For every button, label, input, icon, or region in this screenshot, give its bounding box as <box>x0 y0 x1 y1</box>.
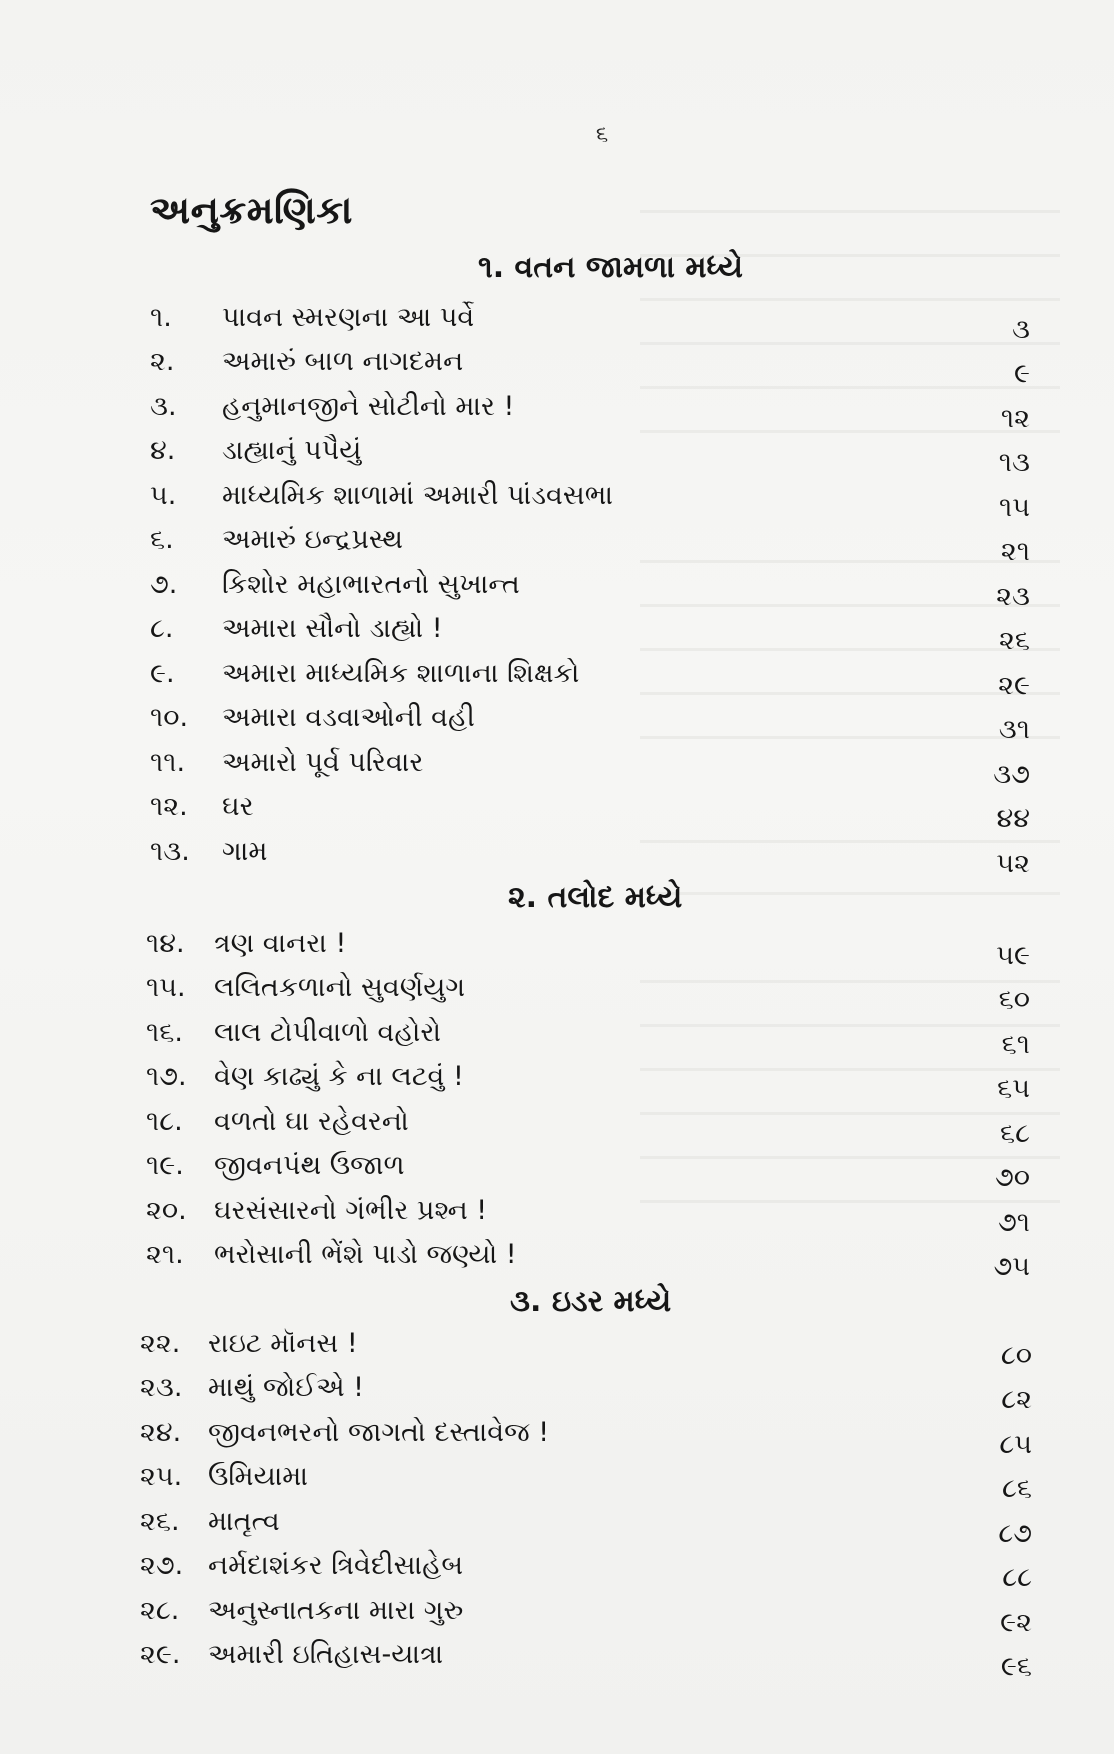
entry-title: ઉમિયામા <box>208 1461 308 1492</box>
entry-page-number: ૨૧ <box>1000 536 1030 567</box>
entry-title: પાવન સ્મરણના આ પર્વે <box>222 302 475 333</box>
entry-title: રાઇટ મૉનસ ! <box>208 1328 358 1359</box>
entry-title: નર્મદાશંકર ત્રિવેદીસાહેબ <box>208 1550 464 1581</box>
entry-title: હનુમાનજીને સોટીનો માર ! <box>222 391 515 422</box>
entry-page-number: ૩૭ <box>993 759 1030 790</box>
entry-title: અમારું ઇન્દ્રપ્રસ્થ <box>222 524 403 555</box>
toc-entry[interactable] <box>0 656 1114 701</box>
toc-entry[interactable] <box>0 300 1114 345</box>
entry-number: ૧૧. <box>150 747 186 778</box>
entry-number: ૨૩. <box>140 1372 183 1403</box>
entry-title: વળતો ઘા રહેવરનો <box>214 1106 409 1137</box>
entry-number: ૨૫. <box>140 1461 183 1492</box>
entry-number: ૫. <box>150 480 177 511</box>
entry-title: અમારો પૂર્વ પરિવાર <box>222 747 424 778</box>
toc-entry[interactable] <box>0 611 1114 656</box>
entry-page-number: ૧૫ <box>999 492 1030 523</box>
entry-page-number: ૮૮ <box>1002 1562 1032 1593</box>
toc-entry[interactable] <box>0 1148 1114 1193</box>
entry-number: ૧૭. <box>146 1061 187 1092</box>
entry-title: અમારી ઇતિહાસ-યાત્રા <box>208 1639 444 1670</box>
toc-entry[interactable] <box>0 522 1114 567</box>
entry-title: ઘરસંસારનો ગંભીર પ્રશ્ન ! <box>214 1195 488 1226</box>
entry-number: ૧૮. <box>146 1106 183 1137</box>
entry-title: અમારા સૌનો ડાહ્યો ! <box>222 613 443 644</box>
entry-number: ૨૯. <box>140 1639 181 1670</box>
entry-page-number: ૨૯ <box>998 670 1030 701</box>
entry-number: ૧૨. <box>150 791 188 822</box>
entry-page-number: ૭૫ <box>993 1251 1030 1282</box>
entry-title: ડાહ્યાનું પપૈયું <box>222 435 362 466</box>
entry-title: અમારું બાળ નાગદમન <box>222 346 464 377</box>
toc-entry[interactable] <box>0 567 1114 612</box>
entry-number: ૮. <box>150 613 174 644</box>
entry-page-number: ૫૨ <box>996 848 1030 879</box>
entry-number: ૨૭. <box>140 1550 184 1581</box>
section-title: ૩. ઇડર મધ્યે <box>510 1284 672 1319</box>
toc-entry[interactable] <box>0 1104 1114 1149</box>
entry-title: માથું જોઈએ ! <box>208 1372 364 1403</box>
entry-title: જીવનપંથ ઉજાળ <box>214 1150 405 1181</box>
entry-page-number: ૯૨ <box>1000 1607 1032 1638</box>
entry-number: ૧૯. <box>146 1150 184 1181</box>
page-number: ૬ <box>595 122 609 147</box>
entry-page-number: ૯ <box>1014 358 1030 389</box>
entry-page-number: ૮૭ <box>998 1518 1032 1549</box>
entry-title: અનુસ્નાતકના મારા ગુરુ <box>208 1595 464 1626</box>
entry-title: ગામ <box>222 836 268 867</box>
entry-page-number: ૧૨ <box>1000 403 1030 434</box>
entry-number: ૧૪. <box>146 928 185 959</box>
entry-page-number: ૧૩ <box>998 447 1030 478</box>
entry-page-number: ૨૩ <box>996 581 1030 612</box>
toc-entry[interactable] <box>0 478 1114 523</box>
entry-page-number: ૬૧ <box>1001 1029 1030 1060</box>
toc-entry[interactable] <box>0 789 1114 834</box>
entry-page-number: ૫૯ <box>996 940 1030 971</box>
entry-number: ૬. <box>150 524 174 555</box>
entry-page-number: ૬૫ <box>997 1073 1030 1104</box>
entry-title: જીવનભરનો જાગતો દસ્તાવેજ ! <box>208 1417 550 1448</box>
entry-title: ઘર <box>222 791 254 822</box>
entry-number: ૨૧. <box>146 1239 184 1270</box>
toc-entry[interactable] <box>0 1459 1114 1504</box>
toc-entry[interactable] <box>0 1326 1114 1371</box>
toc-entry[interactable] <box>0 834 1114 879</box>
toc-entry[interactable] <box>0 1059 1114 1104</box>
entry-number: ૧. <box>150 302 172 333</box>
entry-number: ૧૦. <box>150 702 189 733</box>
entry-page-number: ૮૬ <box>1002 1473 1032 1504</box>
entry-title: ત્રણ વાનરા ! <box>214 928 347 959</box>
entry-title: લાલ ટોપીવાળો વહોરો <box>214 1017 442 1048</box>
entry-page-number: ૬૦ <box>998 984 1030 1015</box>
entry-number: ૨૬. <box>140 1506 180 1537</box>
toc-entry[interactable] <box>0 1548 1114 1593</box>
entry-page-number: ૮૫ <box>999 1429 1032 1460</box>
entry-number: ૨૮. <box>140 1595 180 1626</box>
entry-title: માધ્યમિક શાળામાં અમારી પાંડવસભા <box>222 480 613 511</box>
entry-page-number: ૭૦ <box>994 1162 1030 1193</box>
entry-page-number: ૩૧ <box>998 714 1030 745</box>
toc-entry[interactable] <box>0 1593 1114 1638</box>
entry-number: ૧૬. <box>146 1017 183 1048</box>
toc-entry[interactable] <box>0 1237 1114 1282</box>
entry-number: ૨૪. <box>140 1417 182 1448</box>
entry-page-number: ૮૦ <box>1000 1340 1032 1371</box>
entry-title: માતૃત્વ <box>208 1506 280 1537</box>
toc-entry[interactable] <box>0 1415 1114 1460</box>
entry-number: ૨૨. <box>140 1328 181 1359</box>
toc-entry[interactable] <box>0 1193 1114 1238</box>
toc-entry[interactable] <box>0 1504 1114 1549</box>
section-title: ૧. વતન જામળા મધ્યે <box>478 250 743 285</box>
entry-page-number: ૩ <box>1012 314 1030 345</box>
toc-entry[interactable] <box>0 1370 1114 1415</box>
entry-title: લલિતકળાનો સુવર્ણયુગ <box>214 972 466 1003</box>
entry-title: અમારા વડવાઓની વહી <box>222 702 475 733</box>
toc-entry[interactable] <box>0 1015 1114 1060</box>
entry-title: અમારા માધ્યમિક શાળાના શિક્ષકો <box>222 658 580 689</box>
toc-entry[interactable] <box>0 700 1114 745</box>
entry-number: ૨૦. <box>146 1195 187 1226</box>
entry-number: ૧૩. <box>150 836 190 867</box>
entry-page-number: ૭૧ <box>998 1207 1030 1238</box>
toc-entry[interactable] <box>0 970 1114 1015</box>
section-title: ૨. તલોદ મધ્યે <box>508 880 683 915</box>
entry-title: ભરોસાની ભેંશે પાડો જણ્યો ! <box>214 1239 517 1270</box>
toc-entry[interactable] <box>0 344 1114 389</box>
entry-title: કિશોર મહાભારતનો સુખાન્ત <box>222 569 520 600</box>
entry-page-number: ૯૬ <box>1000 1651 1032 1682</box>
entry-number: ૩. <box>150 391 177 422</box>
entry-page-number: ૬૮ <box>1000 1118 1030 1149</box>
entry-title: વેણ કાઢ્યું કે ના લટવું ! <box>214 1061 464 1092</box>
toc-entry[interactable] <box>0 745 1114 790</box>
toc-entry[interactable] <box>0 1637 1114 1682</box>
entry-number: ૭. <box>150 569 178 600</box>
entry-number: ૨. <box>150 346 175 377</box>
entry-page-number: ૨૬ <box>999 625 1030 656</box>
entry-number: ૪. <box>150 435 176 466</box>
entry-number: ૧૫. <box>146 972 186 1003</box>
toc-heading: અનુક્રમણિકા <box>150 188 353 232</box>
entry-page-number: ૮૨ <box>1001 1384 1032 1415</box>
entry-page-number: ૪૪ <box>996 803 1030 834</box>
toc-entry[interactable] <box>0 433 1114 478</box>
entry-number: ૯. <box>150 658 175 689</box>
toc-entry[interactable] <box>0 389 1114 434</box>
toc-entry[interactable] <box>0 926 1114 971</box>
